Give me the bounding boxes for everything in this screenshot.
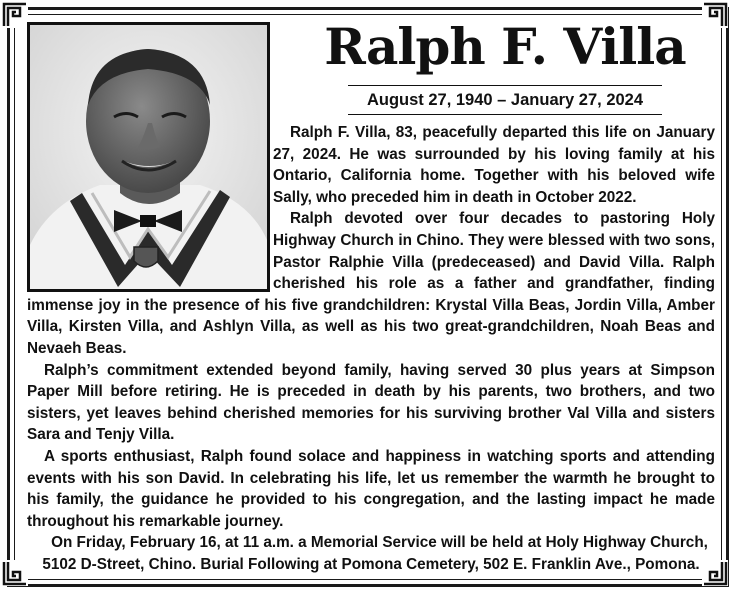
life-dates: August 27, 1940 – January 27, 2024 [366, 91, 644, 109]
photo-wrap-spacer [27, 122, 273, 294]
greek-key-corner-icon [2, 2, 28, 28]
obituary-paragraph: Ralph F. Villa, 83, peacefully departed this life on January 27, 2024. He was surrounded by his loving family at his Ontario, California home. Together with his beloved wife Sally, who preceded him in death in October 2022. [273, 124, 715, 206]
greek-key-corner-icon [2, 560, 28, 586]
obituary-paragraph: Ralph devoted over four decades to pastoring Holy Highway Church in Chino. They were blessed with two sons, Pastor Ralphie Villa (predeceased) and David Villa. Ralph cherished his role as a father and grandfather, finding immense joy in the presence of his five grandchildren: Krystal Villa Beas, Jordin Villa, Amber Villa, Kirsten Villa, and Ashlyn Villa, as well as his two great-grandchildren, Noah Beas and Nevaeh Beas. [27, 210, 715, 357]
title-divider-top [348, 85, 662, 86]
obituary-paragraph: A sports enthusiast, Ralph found solace and happiness in watching sports and attending events with his son David. In celebrating his life, let us remember the warmth he brought to his family, the guidance he provided to his congregation, and the lasting impact he made throughout his remarkable journey. [27, 447, 715, 530]
obituary-body [27, 122, 715, 575]
title-divider-bottom [348, 114, 662, 115]
deceased-name: Ralph F. Villa [324, 17, 686, 76]
obituary-paragraph: Ralph’s commitment extended beyond family, having served 30 plus years at Simpson Paper Mill before retiring. He is preceded in death by his parents, two brothers, and two sisters, yet leaves behind cherished memories for his surviving brother Val Villa and sisters Sara and Tenjy Villa. [27, 361, 715, 444]
service-details: On Friday, February 16, at 11 a.m. a Memorial Service will be held at Holy Highway Church, 5102 D-Street, Chino. Burial Following at Pomona Cemetery, 502 E. Franklin Ave., Pomona. [42, 534, 708, 573]
